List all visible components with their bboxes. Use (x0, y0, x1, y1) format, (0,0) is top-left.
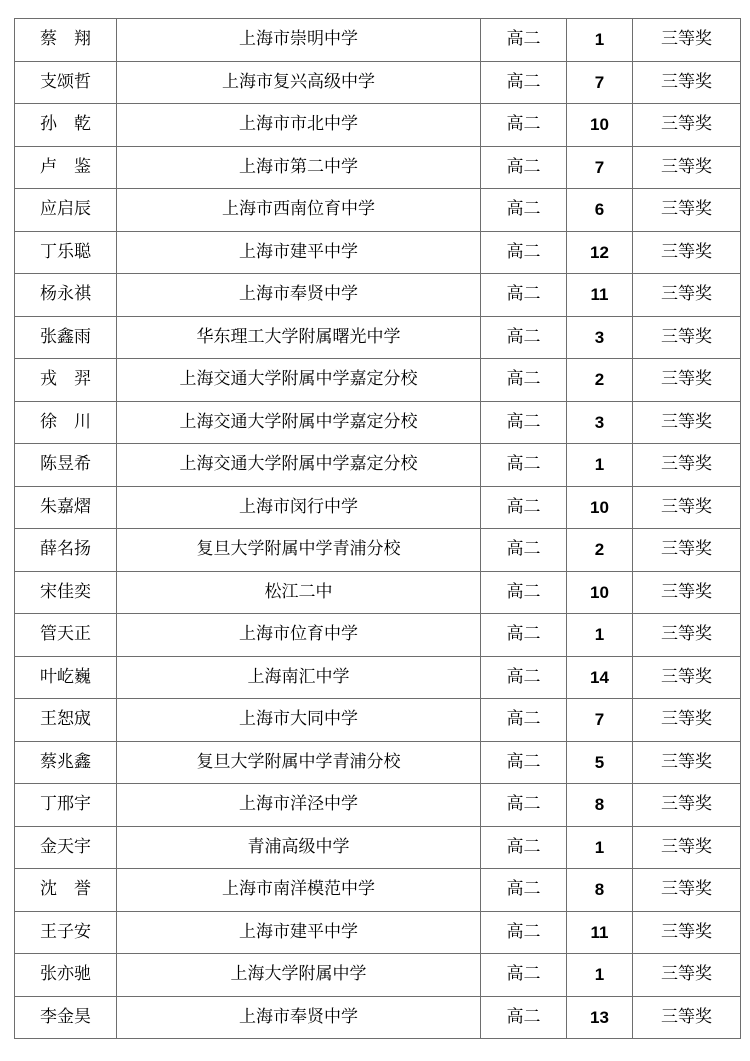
grade-cell: 高二 (481, 19, 567, 62)
class-number-cell: 11 (567, 274, 633, 317)
award-cell: 三等奖 (633, 316, 741, 359)
award-cell: 三等奖 (633, 614, 741, 657)
grade-cell: 高二 (481, 911, 567, 954)
grade-cell: 高二 (481, 869, 567, 912)
school-cell: 上海市西南位育中学 (117, 189, 481, 232)
award-cell: 三等奖 (633, 996, 741, 1039)
grade-cell: 高二 (481, 571, 567, 614)
school-cell: 上海市奉贤中学 (117, 996, 481, 1039)
table-row (15, 954, 741, 997)
class-number-cell: 1 (567, 19, 633, 62)
school-cell: 上海市市北中学 (117, 104, 481, 147)
school-cell: 上海市南洋模范中学 (117, 869, 481, 912)
award-cell: 三等奖 (633, 189, 741, 232)
student-name-cell: 张亦驰 (15, 954, 117, 997)
table-row (15, 826, 741, 869)
award-cell: 三等奖 (633, 19, 741, 62)
school-cell: 青浦高级中学 (117, 826, 481, 869)
grade-cell: 高二 (481, 656, 567, 699)
table-row (15, 614, 741, 657)
award-cell: 三等奖 (633, 529, 741, 572)
school-cell: 上海南汇中学 (117, 656, 481, 699)
school-cell: 华东理工大学附属曙光中学 (117, 316, 481, 359)
class-number-cell: 7 (567, 61, 633, 104)
student-name-cell: 应启辰 (15, 189, 117, 232)
table-row (15, 444, 741, 487)
table-row (15, 231, 741, 274)
grade-cell: 高二 (481, 529, 567, 572)
student-name-cell: 宋佳奕 (15, 571, 117, 614)
award-cell: 三等奖 (633, 911, 741, 954)
student-name-cell: 叶屹巍 (15, 656, 117, 699)
table-row (15, 869, 741, 912)
grade-cell: 高二 (481, 146, 567, 189)
table-row (15, 784, 741, 827)
award-cell: 三等奖 (633, 359, 741, 402)
school-cell: 复旦大学附属中学青浦分校 (117, 529, 481, 572)
award-cell: 三等奖 (633, 61, 741, 104)
class-number-cell: 10 (567, 571, 633, 614)
student-name-cell: 张鑫雨 (15, 316, 117, 359)
class-number-cell: 3 (567, 401, 633, 444)
school-cell: 上海市建平中学 (117, 231, 481, 274)
grade-cell: 高二 (481, 486, 567, 529)
table-row (15, 61, 741, 104)
school-cell: 上海市第二中学 (117, 146, 481, 189)
table-row (15, 571, 741, 614)
student-name-cell: 孙 乾 (15, 104, 117, 147)
class-number-cell: 7 (567, 699, 633, 742)
grade-cell: 高二 (481, 614, 567, 657)
award-cell: 三等奖 (633, 954, 741, 997)
table-row (15, 316, 741, 359)
table-row (15, 274, 741, 317)
school-cell: 复旦大学附属中学青浦分校 (117, 741, 481, 784)
grade-cell: 高二 (481, 316, 567, 359)
class-number-cell: 10 (567, 104, 633, 147)
school-cell: 上海大学附属中学 (117, 954, 481, 997)
grade-cell: 高二 (481, 104, 567, 147)
award-cell: 三等奖 (633, 869, 741, 912)
school-cell: 上海市洋泾中学 (117, 784, 481, 827)
school-cell: 上海市大同中学 (117, 699, 481, 742)
grade-cell: 高二 (481, 359, 567, 402)
award-cell: 三等奖 (633, 656, 741, 699)
table-row (15, 911, 741, 954)
school-cell: 上海市复兴高级中学 (117, 61, 481, 104)
student-name-cell: 戎 羿 (15, 359, 117, 402)
class-number-cell: 14 (567, 656, 633, 699)
award-cell: 三等奖 (633, 146, 741, 189)
grade-cell: 高二 (481, 699, 567, 742)
school-cell: 上海市奉贤中学 (117, 274, 481, 317)
table-row (15, 656, 741, 699)
class-number-cell: 8 (567, 869, 633, 912)
school-cell: 上海市建平中学 (117, 911, 481, 954)
table-row (15, 741, 741, 784)
class-number-cell: 5 (567, 741, 633, 784)
grade-cell: 高二 (481, 61, 567, 104)
student-name-cell: 卢 鉴 (15, 146, 117, 189)
student-name-cell: 金天宇 (15, 826, 117, 869)
award-cell: 三等奖 (633, 571, 741, 614)
class-number-cell: 1 (567, 954, 633, 997)
grade-cell: 高二 (481, 231, 567, 274)
student-name-cell: 管天正 (15, 614, 117, 657)
student-name-cell: 沈 誉 (15, 869, 117, 912)
student-name-cell: 徐 川 (15, 401, 117, 444)
award-cell: 三等奖 (633, 486, 741, 529)
school-cell: 上海交通大学附属中学嘉定分校 (117, 359, 481, 402)
school-cell: 上海交通大学附属中学嘉定分校 (117, 401, 481, 444)
table-row (15, 529, 741, 572)
award-cell: 三等奖 (633, 231, 741, 274)
class-number-cell: 10 (567, 486, 633, 529)
grade-cell: 高二 (481, 189, 567, 232)
school-cell: 上海市闵行中学 (117, 486, 481, 529)
class-number-cell: 13 (567, 996, 633, 1039)
class-number-cell: 8 (567, 784, 633, 827)
table-row (15, 996, 741, 1039)
grade-cell: 高二 (481, 954, 567, 997)
grade-cell: 高二 (481, 401, 567, 444)
table-row (15, 401, 741, 444)
award-cell: 三等奖 (633, 104, 741, 147)
class-number-cell: 2 (567, 529, 633, 572)
class-number-cell: 6 (567, 189, 633, 232)
class-number-cell: 1 (567, 826, 633, 869)
table-row (15, 19, 741, 62)
grade-cell: 高二 (481, 274, 567, 317)
grade-cell: 高二 (481, 996, 567, 1039)
award-cell: 三等奖 (633, 444, 741, 487)
table-row (15, 486, 741, 529)
class-number-cell: 12 (567, 231, 633, 274)
award-cell: 三等奖 (633, 401, 741, 444)
student-name-cell: 丁邢宇 (15, 784, 117, 827)
class-number-cell: 11 (567, 911, 633, 954)
student-name-cell: 蔡 翔 (15, 19, 117, 62)
grade-cell: 高二 (481, 784, 567, 827)
grade-cell: 高二 (481, 826, 567, 869)
student-name-cell: 蔡兆鑫 (15, 741, 117, 784)
school-cell: 上海交通大学附属中学嘉定分校 (117, 444, 481, 487)
student-name-cell: 薛名扬 (15, 529, 117, 572)
award-cell: 三等奖 (633, 274, 741, 317)
student-name-cell: 陈昱希 (15, 444, 117, 487)
class-number-cell: 3 (567, 316, 633, 359)
school-cell: 松江二中 (117, 571, 481, 614)
student-name-cell: 丁乐聪 (15, 231, 117, 274)
table-row (15, 359, 741, 402)
class-number-cell: 2 (567, 359, 633, 402)
table-row (15, 104, 741, 147)
award-table-body (15, 19, 741, 1039)
student-name-cell: 李金昊 (15, 996, 117, 1039)
class-number-cell: 1 (567, 614, 633, 657)
class-number-cell: 7 (567, 146, 633, 189)
student-name-cell: 朱嘉熠 (15, 486, 117, 529)
award-cell: 三等奖 (633, 699, 741, 742)
award-table (14, 18, 741, 1039)
school-cell: 上海市位育中学 (117, 614, 481, 657)
school-cell: 上海市崇明中学 (117, 19, 481, 62)
grade-cell: 高二 (481, 444, 567, 487)
student-name-cell: 王子安 (15, 911, 117, 954)
table-row (15, 146, 741, 189)
class-number-cell: 1 (567, 444, 633, 487)
award-cell: 三等奖 (633, 741, 741, 784)
award-cell: 三等奖 (633, 784, 741, 827)
table-row (15, 699, 741, 742)
student-name-cell: 支颂哲 (15, 61, 117, 104)
student-name-cell: 杨永祺 (15, 274, 117, 317)
grade-cell: 高二 (481, 741, 567, 784)
table-row (15, 189, 741, 232)
student-name-cell: 王恕宬 (15, 699, 117, 742)
award-cell: 三等奖 (633, 826, 741, 869)
